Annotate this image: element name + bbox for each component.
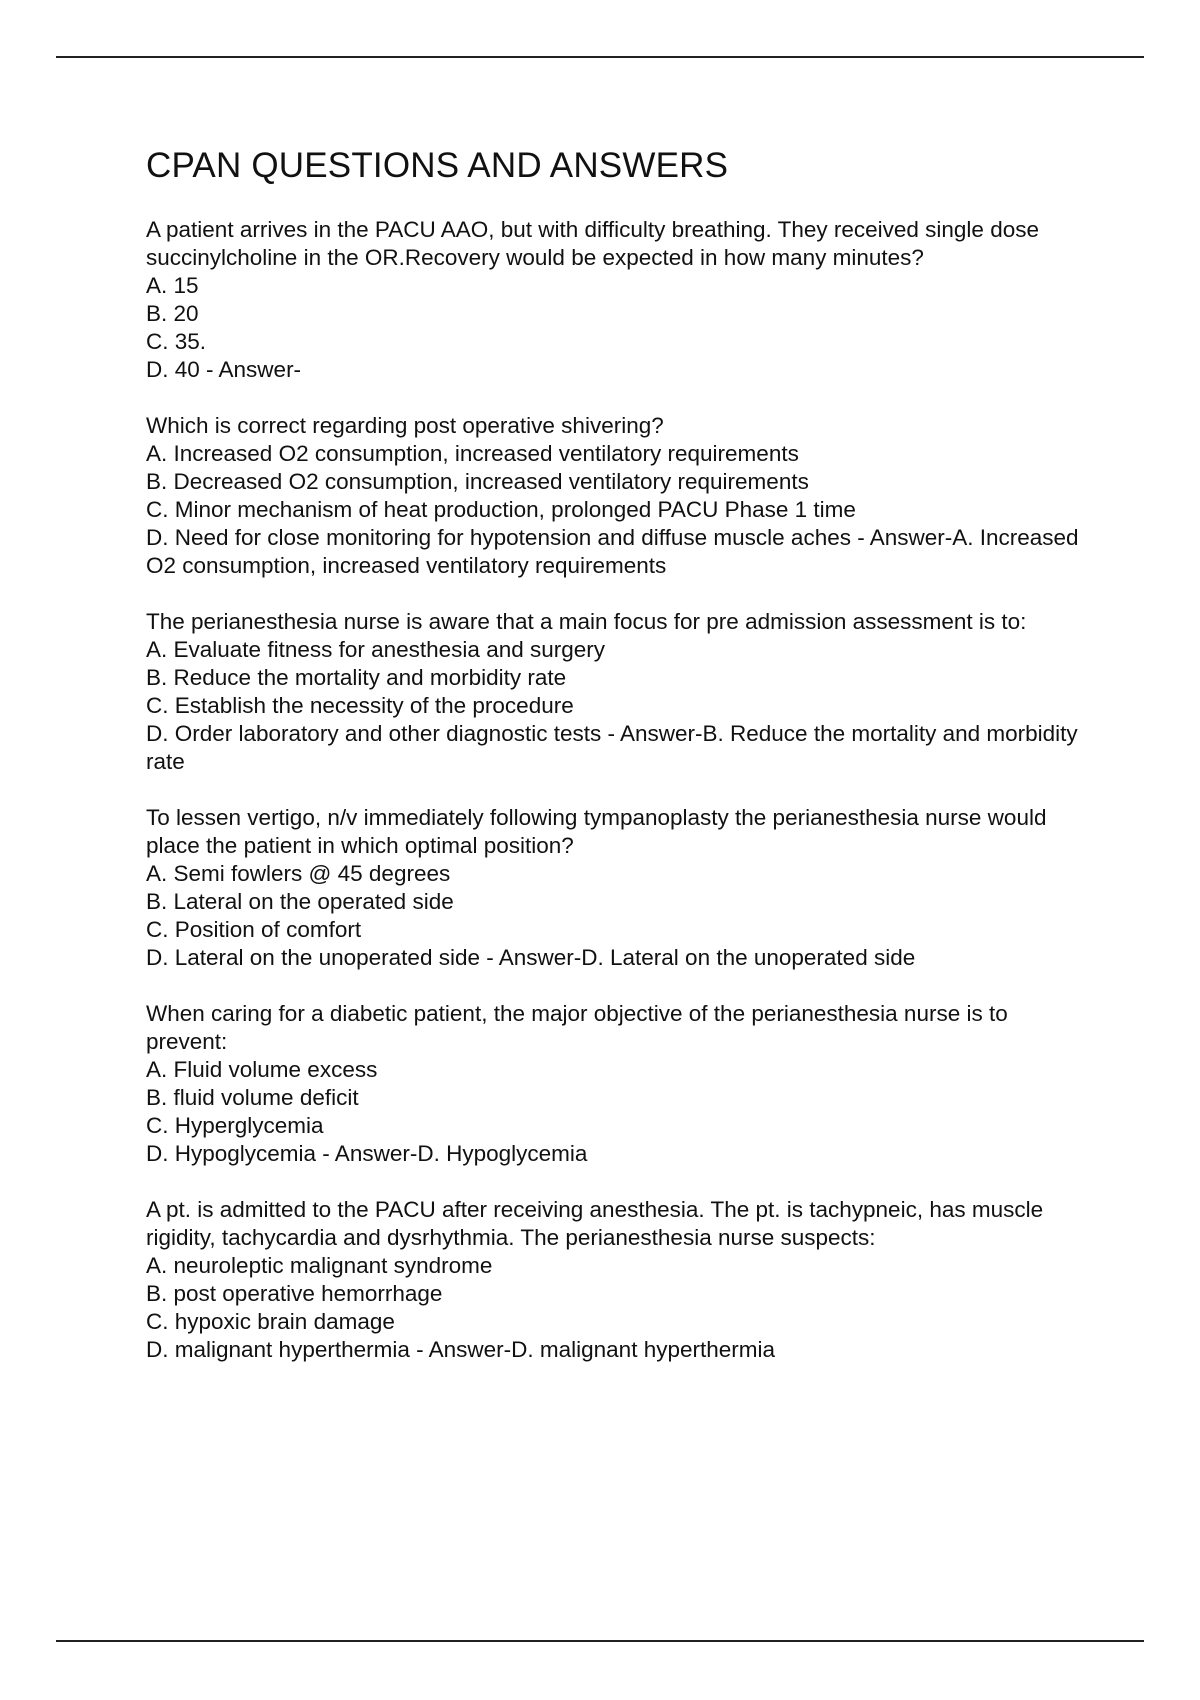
top-divider: [56, 56, 1144, 58]
question-text: When caring for a diabetic patient, the major objective of the perianesthesia nurse is to prevent:: [146, 1001, 1008, 1054]
option-b: B. fluid volume deficit: [146, 1085, 359, 1110]
option-c: C. Hyperglycemia: [146, 1113, 324, 1138]
option-a: A. neuroleptic malignant syndrome: [146, 1253, 493, 1278]
option-c: C. hypoxic brain damage: [146, 1309, 395, 1334]
option-c: C. Position of comfort: [146, 917, 362, 942]
option-a: A. Increased O2 consumption, increased ventilatory requirements: [146, 441, 799, 466]
option-d-answer: D. Hypoglycemia - Answer-D. Hypoglycemia: [146, 1141, 588, 1166]
option-d-answer: D. Need for close monitoring for hypotension and diffuse muscle aches - Answer-A. Increased O2 consumption, increased ventilatory requirements: [146, 525, 1079, 578]
question-text: Which is correct regarding post operative shivering?: [146, 413, 664, 438]
option-d-answer: D. malignant hyperthermia - Answer-D. malignant hyperthermia: [146, 1337, 776, 1362]
question-text: To lessen vertigo, n/v immediately following tympanoplasty the perianesthesia nurse would place the patient in which optimal position?: [146, 805, 1047, 858]
document-body: [146, 144, 1086, 1392]
question-block-3: [146, 608, 1086, 776]
option-d-answer: D. 40 - Answer-: [146, 357, 302, 382]
question-list: [146, 216, 1086, 1364]
option-b: B. post operative hemorrhage: [146, 1281, 443, 1306]
option-b: B. 20: [146, 301, 199, 326]
question-block-6: [146, 1196, 1086, 1364]
question-text: A patient arrives in the PACU AAO, but with difficulty breathing. They received single dose succinylcholine in the OR.Recovery would be expected in how many minutes?: [146, 217, 1039, 270]
option-b: B. Decreased O2 consumption, increased ventilatory requirements: [146, 469, 809, 494]
option-c: C. Establish the necessity of the procedure: [146, 693, 574, 718]
option-a: A. 15: [146, 273, 199, 298]
question-text: The perianesthesia nurse is aware that a main focus for pre admission assessment is to:: [146, 609, 1027, 634]
option-d-answer: D. Lateral on the unoperated side - Answer-D. Lateral on the unoperated side: [146, 945, 916, 970]
option-a: A. Fluid volume excess: [146, 1057, 378, 1082]
option-b: B. Reduce the mortality and morbidity rate: [146, 665, 567, 690]
option-c: C. 35.: [146, 329, 207, 354]
option-b: B. Lateral on the operated side: [146, 889, 454, 914]
option-d-answer: D. Order laboratory and other diagnostic tests - Answer-B. Reduce the mortality and morbidity rate: [146, 721, 1078, 774]
question-text: A pt. is admitted to the PACU after receiving anesthesia. The pt. is tachypneic, has muscle rigidity, tachycardia and dysrhythmia. The perianesthesia nurse suspects:: [146, 1197, 1044, 1250]
question-block-1: [146, 216, 1086, 384]
option-c: C. Minor mechanism of heat production, prolonged PACU Phase 1 time: [146, 497, 856, 522]
option-a: A. Semi fowlers @ 45 degrees: [146, 861, 451, 886]
question-block-2: [146, 412, 1086, 580]
option-a: A. Evaluate fitness for anesthesia and surgery: [146, 637, 606, 662]
bottom-divider: [56, 1640, 1144, 1642]
question-block-4: [146, 804, 1086, 972]
question-block-5: [146, 1000, 1086, 1168]
page-title: CPAN QUESTIONS AND ANSWERS: [146, 146, 729, 185]
